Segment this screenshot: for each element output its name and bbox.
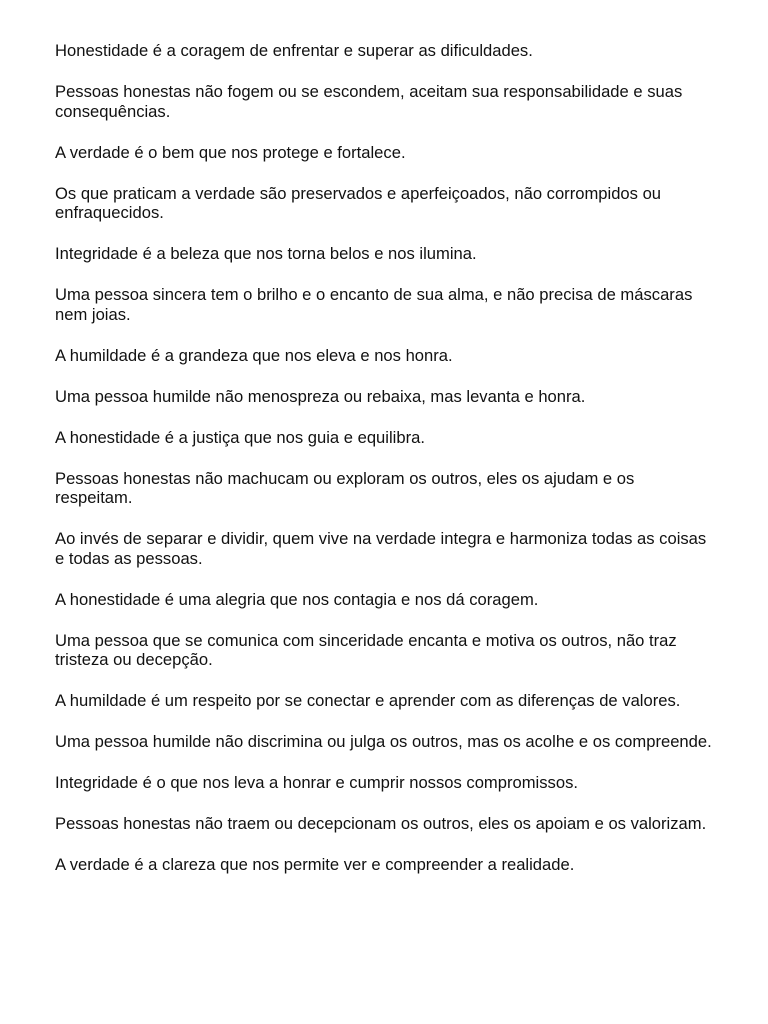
paragraph: Uma pessoa humilde não menospreza ou rebaixa, mas levanta e honra. — [55, 386, 586, 406]
paragraph: Uma pessoa humilde não discrimina ou julga os outros, mas os acolhe e os compreende. — [55, 732, 712, 751]
paragraph: Integridade é o que nos leva a honrar e cumprir nossos compromissos. — [55, 773, 578, 792]
paragraph: Honestidade é a coragem de enfrentar e superar as dificuldades. — [55, 41, 533, 60]
paragraph: A verdade é a clareza que nos permite ver e compreender a realidade. — [55, 855, 575, 874]
paragraph: A humildade é a grandeza que nos eleva e nos honra. — [55, 345, 453, 365]
paragraph: A humildade é um respeito por se conectar e aprender com as diferenças de valores. — [55, 691, 681, 710]
paragraph: A verdade é o bem que nos protege e fortalece. — [55, 142, 406, 162]
paragraph: Integridade é a beleza que nos torna belos e nos ilumina. — [55, 244, 477, 263]
paragraph: Pessoas honestas não fogem ou se escondem, aceitam sua responsabilidade e suas consequências. — [55, 82, 683, 121]
paragraph: A honestidade é uma alegria que nos contagia e nos dá coragem. — [55, 589, 539, 609]
paragraph: Uma pessoa que se comunica com sinceridade encanta e motiva os outros, não traz tristeza ou decepção. — [55, 630, 677, 669]
paragraph: Os que praticam a verdade são preservados e aperfeiçoados, não corrompidos ou enfraquecidos. — [55, 183, 662, 222]
paragraph: Pessoas honestas não machucam ou exploram os outros, eles os ajudam e os respeitam. — [55, 468, 635, 507]
paragraph: Ao invés de separar e dividir, quem vive na verdade integra e harmoniza todas as coisas e todas as pessoas. — [55, 529, 707, 568]
paragraph: Uma pessoa sincera tem o brilho e o encanto de sua alma, e não precisa de máscaras nem joias. — [55, 285, 693, 324]
document-body — [55, 41, 715, 896]
paragraph: A honestidade é a justiça que nos guia e equilibra. — [55, 427, 425, 447]
paragraph: Pessoas honestas não traem ou decepcionam os outros, eles os apoiam e os valorizam. — [55, 814, 707, 833]
